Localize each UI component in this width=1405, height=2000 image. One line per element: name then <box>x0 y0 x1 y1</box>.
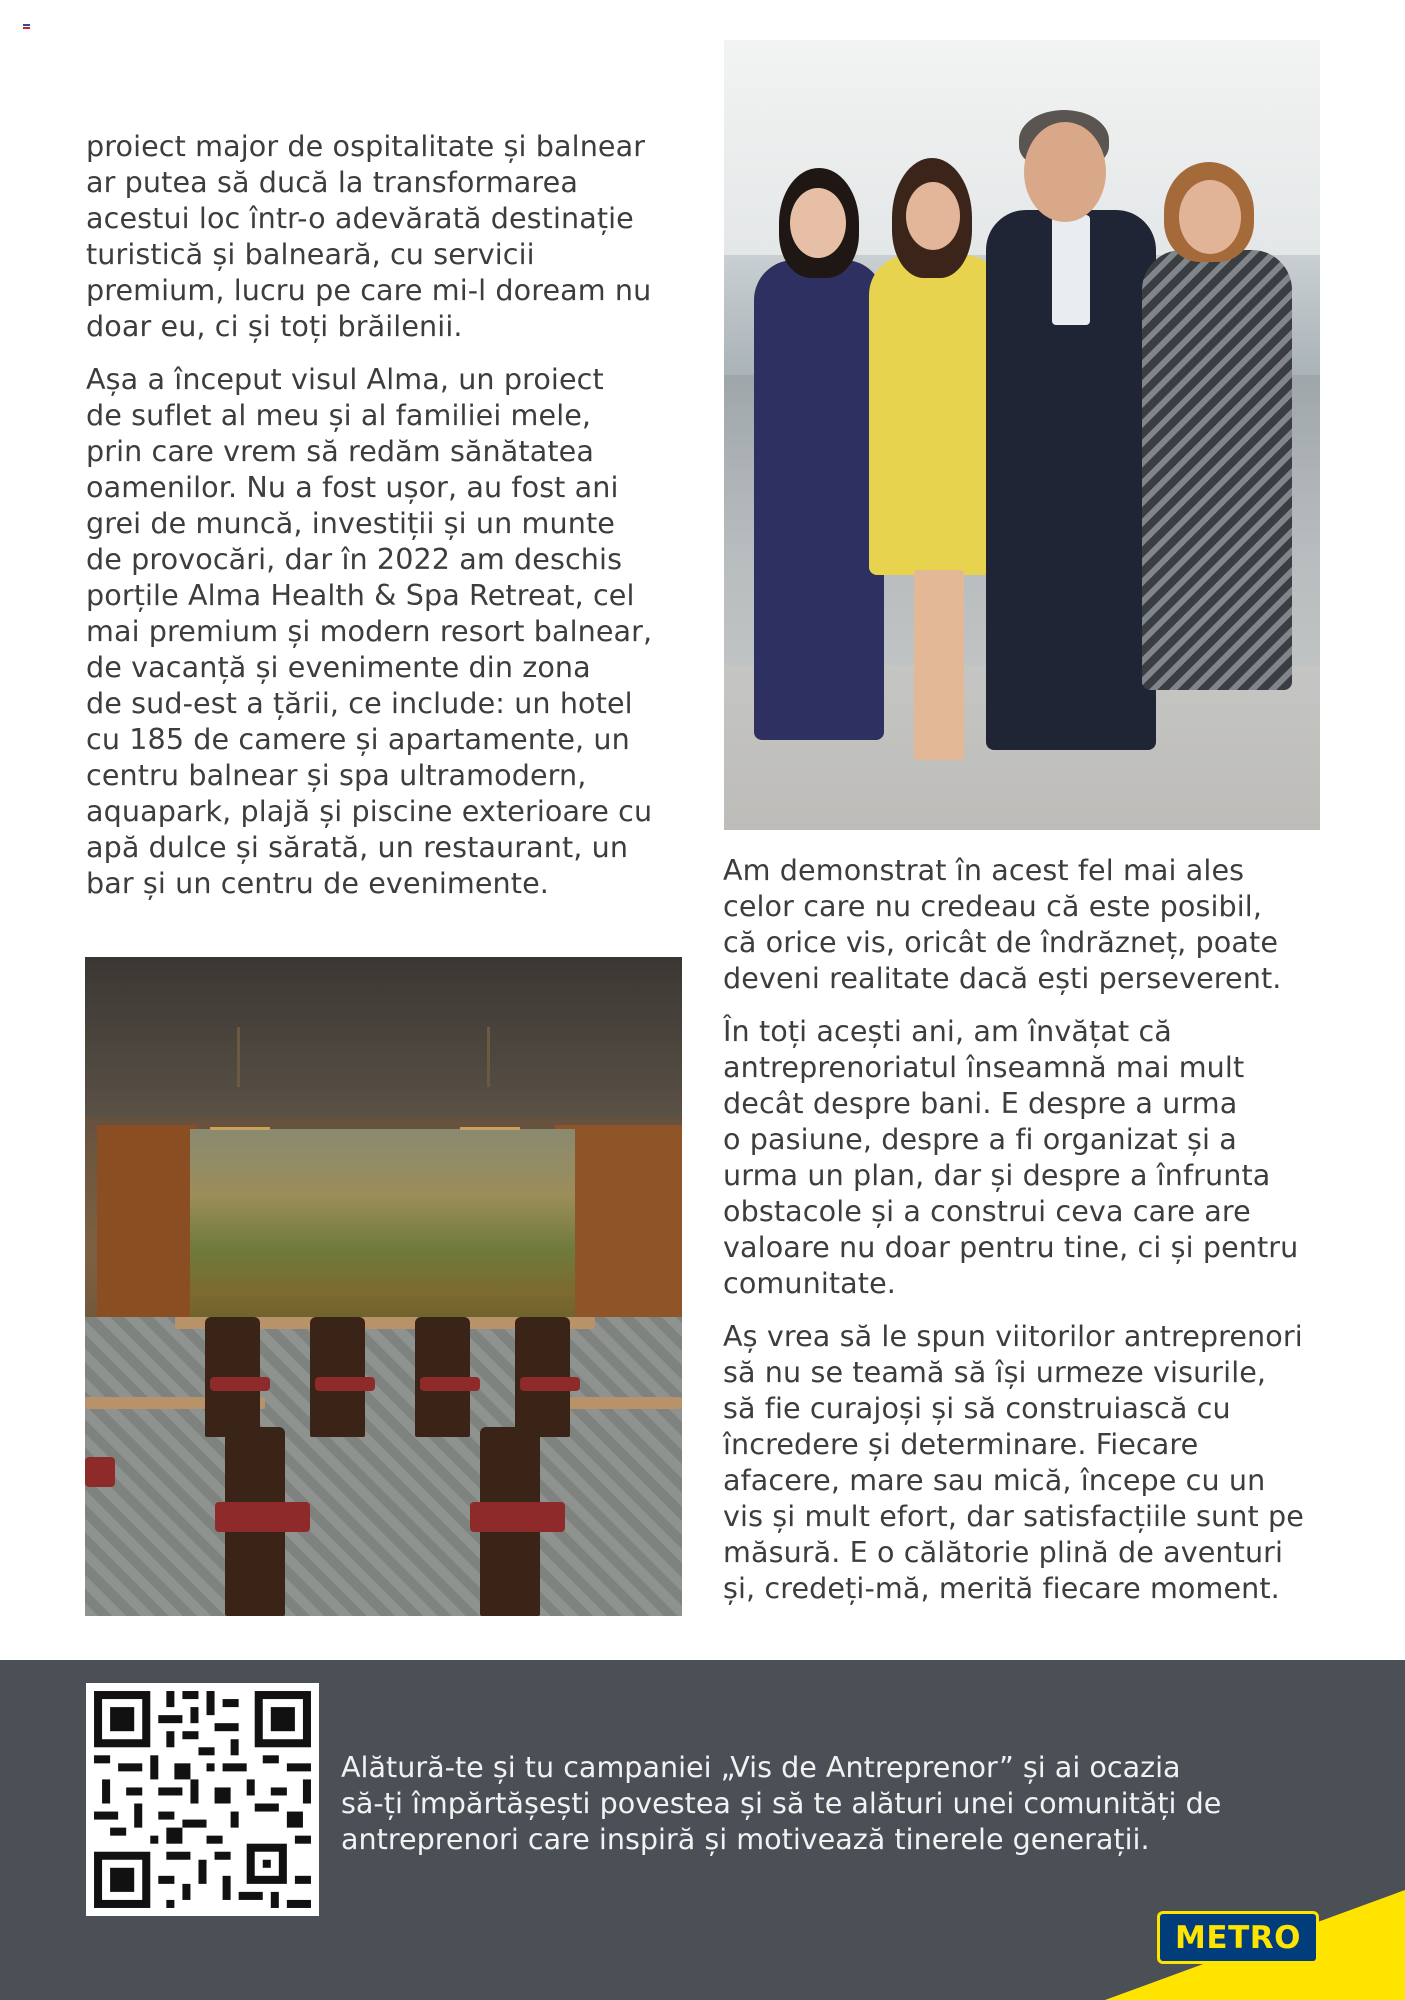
person-face <box>1179 180 1241 254</box>
chair-seat <box>85 1457 115 1487</box>
text-line: Așa a început visul Alma, un proiect <box>86 362 604 396</box>
qr-code-icon <box>86 1683 319 1916</box>
text-line: proiect major de ospitalitate și balnear <box>86 129 646 163</box>
text-line: decât despre bani. E despre a urma <box>723 1086 1238 1120</box>
right-column-text <box>723 852 1343 1606</box>
text-line: afacere, mare sau mică, începe cu un <box>723 1463 1266 1497</box>
text-line: celor care nu credeau că este posibil, <box>723 889 1263 923</box>
text-line: că orice vis, oricât de îndrăzneț, poate <box>723 925 1279 959</box>
chandelier <box>460 1087 520 1130</box>
person-face <box>906 182 960 250</box>
text-line: ar putea să ducă la transformarea <box>86 165 578 199</box>
text-line: antreprenori care inspiră și motivează tinerele generații. <box>341 1822 1150 1856</box>
person-face <box>790 188 846 258</box>
text-line: În toți acești ani, am învățat că <box>723 1014 1172 1048</box>
text-line: obstacole și a construi ceva care are <box>723 1194 1251 1228</box>
chandelier <box>210 1087 270 1130</box>
text-line: de suflet al meu și al familiei mele, <box>86 398 592 432</box>
photo-ceiling <box>85 957 682 1117</box>
text-line: o pasiune, despre a fi organizat și a <box>723 1122 1237 1156</box>
text-line: aquapark, plajă și piscine exterioare cu <box>86 794 653 828</box>
person-yellow-dress <box>869 255 1004 575</box>
text-line: și, credeți-mă, merită fiecare moment. <box>723 1571 1280 1605</box>
text-line: grei de muncă, investiții și un munte <box>86 506 615 540</box>
text-line: cu 185 de camere și apartamente, un <box>86 722 630 756</box>
qr-code[interactable] <box>86 1683 319 1916</box>
text-line: deveni realitate dacă ești perseverent. <box>723 961 1282 995</box>
text-line: mai premium și modern resort balnear, <box>86 614 653 648</box>
text-line: porțile Alma Health & Spa Retreat, cel <box>86 578 635 612</box>
restaurant-photo <box>85 957 682 1616</box>
text-line: de vacanță și evenimente din zona <box>86 650 591 684</box>
text-line: urma un plan, dar și despre a înfrunta <box>723 1158 1271 1192</box>
left-column-text <box>86 128 686 901</box>
paragraph-demonstrated <box>723 852 1343 996</box>
person-shirt <box>1052 215 1090 325</box>
text-line: oamenilor. Nu a fost ușor, au fost ani <box>86 470 619 504</box>
person-face <box>1024 122 1106 222</box>
chair-seat <box>470 1502 565 1532</box>
text-line: Am demonstrat în acest fel mai ales <box>723 853 1245 887</box>
person-navy-dress <box>754 260 884 740</box>
text-line: să fie curajoși și să construiască cu <box>723 1391 1231 1425</box>
campaign-cta-text <box>341 1749 1341 1857</box>
text-line: măsură. E o călătorie plină de aventuri <box>723 1535 1284 1569</box>
text-line: doar eu, ci și toți brăilenii. <box>86 309 463 343</box>
person-legs <box>914 570 964 760</box>
person-chevron-dress <box>1142 250 1292 690</box>
chair-seat <box>420 1377 480 1391</box>
paragraph-intro <box>86 128 686 344</box>
text-line: de sud-est a țării, ce include: un hotel <box>86 686 633 720</box>
text-line: să-ți împărtășești povestea și să te alături unei comunități de <box>341 1786 1222 1820</box>
text-line: să nu se teamă să își urmeze visurile, <box>723 1355 1267 1389</box>
text-line: prin care vrem să redăm sănătatea <box>86 434 594 468</box>
text-line: de provocări, dar în 2022 am deschis <box>86 542 623 576</box>
chair-seat <box>210 1377 270 1391</box>
text-line: centru balnear și spa ultramodern, <box>86 758 587 792</box>
text-line: valoare nu doar pentru tine, ci și pentru <box>723 1230 1299 1264</box>
text-line: acestui loc într-o adevărată destinație <box>86 201 634 235</box>
text-line: Alătură-te și tu campaniei „Vis de Antreprenor” și ai ocazia <box>341 1750 1181 1784</box>
text-line: premium, lucru pe care mi-l doream nu <box>86 273 652 307</box>
flag-icon <box>23 24 30 29</box>
vineyard-mural <box>190 1129 575 1349</box>
metro-logo <box>1160 1914 1316 1961</box>
family-photo <box>724 40 1320 830</box>
chair-seat <box>215 1502 310 1532</box>
chair-seat <box>520 1377 580 1391</box>
text-line: antreprenoriatul înseamnă mai mult <box>723 1050 1245 1084</box>
text-line: apă dulce și sărată, un restaurant, un <box>86 830 629 864</box>
chair-seat <box>315 1377 375 1391</box>
text-line: vis și mult efort, dar satisfacțiile sunt pe <box>723 1499 1304 1533</box>
paragraph-entrepreneurship <box>723 1013 1343 1301</box>
text-line: comunitate. <box>723 1266 896 1300</box>
paragraph-advice <box>723 1318 1343 1606</box>
paragraph-alma-dream <box>86 361 686 901</box>
metro-logo-text: METRO <box>1175 1919 1301 1956</box>
patterned-floor <box>85 1317 682 1616</box>
text-line: turistică și balneară, cu servicii <box>86 237 535 271</box>
text-line: Aș vrea să le spun viitorilor antreprenori <box>723 1319 1303 1353</box>
text-line: încredere și determinare. Fiecare <box>723 1427 1199 1461</box>
text-line: bar și un centru de evenimente. <box>86 866 549 900</box>
